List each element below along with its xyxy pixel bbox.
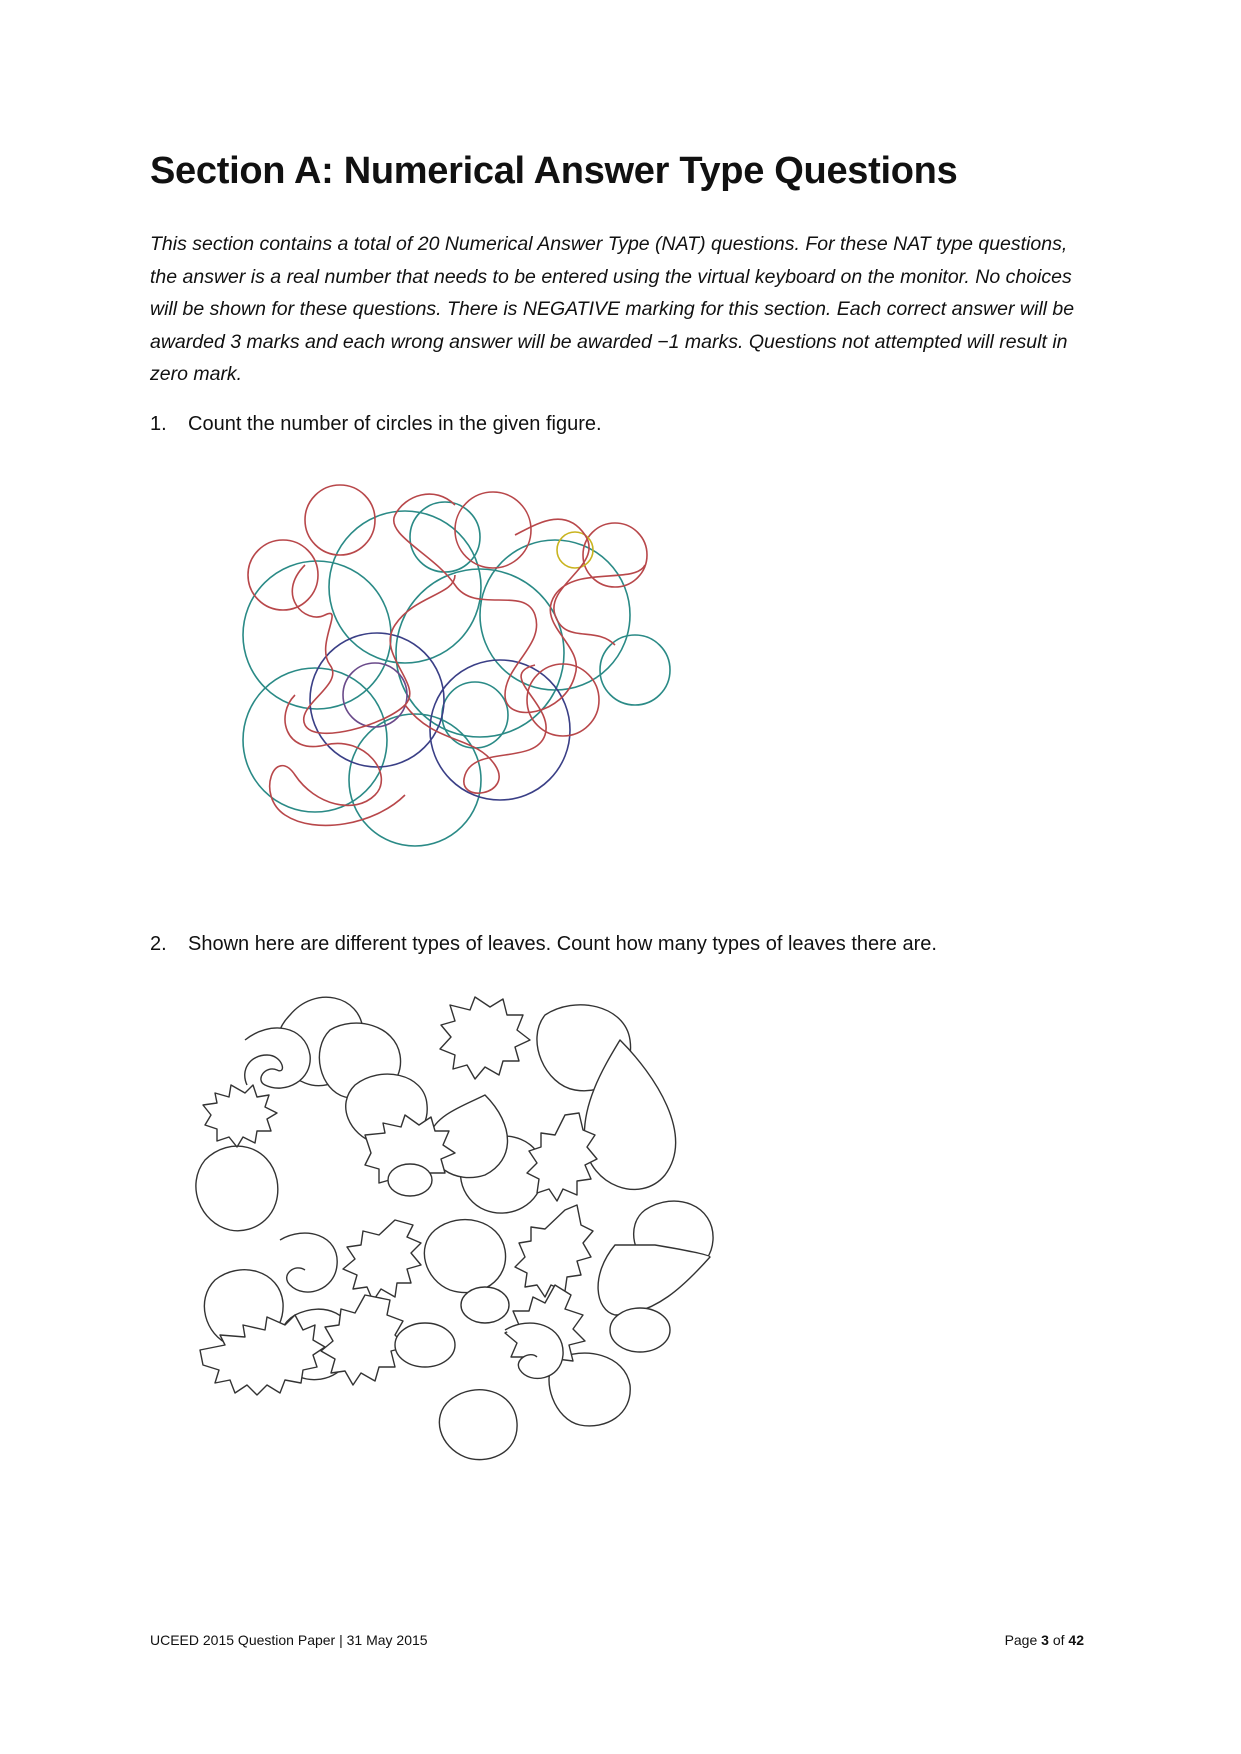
leaf-outline [424,1220,505,1293]
figure-circle [329,511,481,663]
question-1 [150,413,602,436]
leaf-outline [440,997,530,1079]
page-total: 42 [1068,1632,1084,1648]
leaf-outline [461,1287,509,1323]
figure-circle [310,633,444,767]
leaf-outline [598,1245,710,1315]
page-current: 3 [1041,1632,1049,1648]
leaf-outline [321,1295,407,1385]
figure-circle [557,532,593,568]
figure-circle [349,714,481,846]
leaf-outline [245,1028,310,1088]
page-label: Page [1004,1632,1038,1648]
leaf-outline [610,1308,670,1352]
leaf-outline [203,1085,277,1147]
circles-figure [235,475,685,860]
question-text: Shown here are different types of leaves. Count how many types of leaves there are. [188,933,937,955]
footer-page-number [1005,1632,1084,1648]
leaf-outline [388,1164,432,1196]
figure-circle [455,492,531,568]
leaf-outline [280,1233,337,1292]
leaf-outline [343,1220,421,1301]
figure-circle [600,635,670,705]
figure-circle [410,502,480,572]
figure-circle [343,663,407,727]
section-title: Section A: Numerical Answer Type Questions [150,150,958,192]
figure-circle [248,540,318,610]
leaf-outline [515,1205,593,1297]
figure-circle [305,485,375,555]
footer-paper-info: UCEED 2015 Question Paper | 31 May 2015 [150,1632,428,1648]
question-number: 1. [150,413,167,435]
leaves-figure [185,985,745,1505]
question-2 [150,933,937,956]
page-of: of [1052,1632,1065,1648]
figure-circle [243,668,387,812]
question-number: 2. [150,933,167,955]
leaf-outline [196,1146,278,1231]
question-text: Count the number of circles in the given figure. [188,413,602,435]
section-instructions: This section contains a total of 20 Numerical Answer Type (NAT) questions. For these NAT type questions, the answer is a real number that needs to be entered using the virtual keyboard on the monitor. No choices will be shown for these questions. There is NEGATIVE marking for this section. Each correct answer will be awarded 3 marks and each wrong answer will be awarded −1 marks. Questions not attempted will result in zero mark. [150,233,1075,385]
leaf-outline [395,1323,455,1367]
leaf-outline [439,1390,517,1460]
figure-circle [430,660,570,800]
